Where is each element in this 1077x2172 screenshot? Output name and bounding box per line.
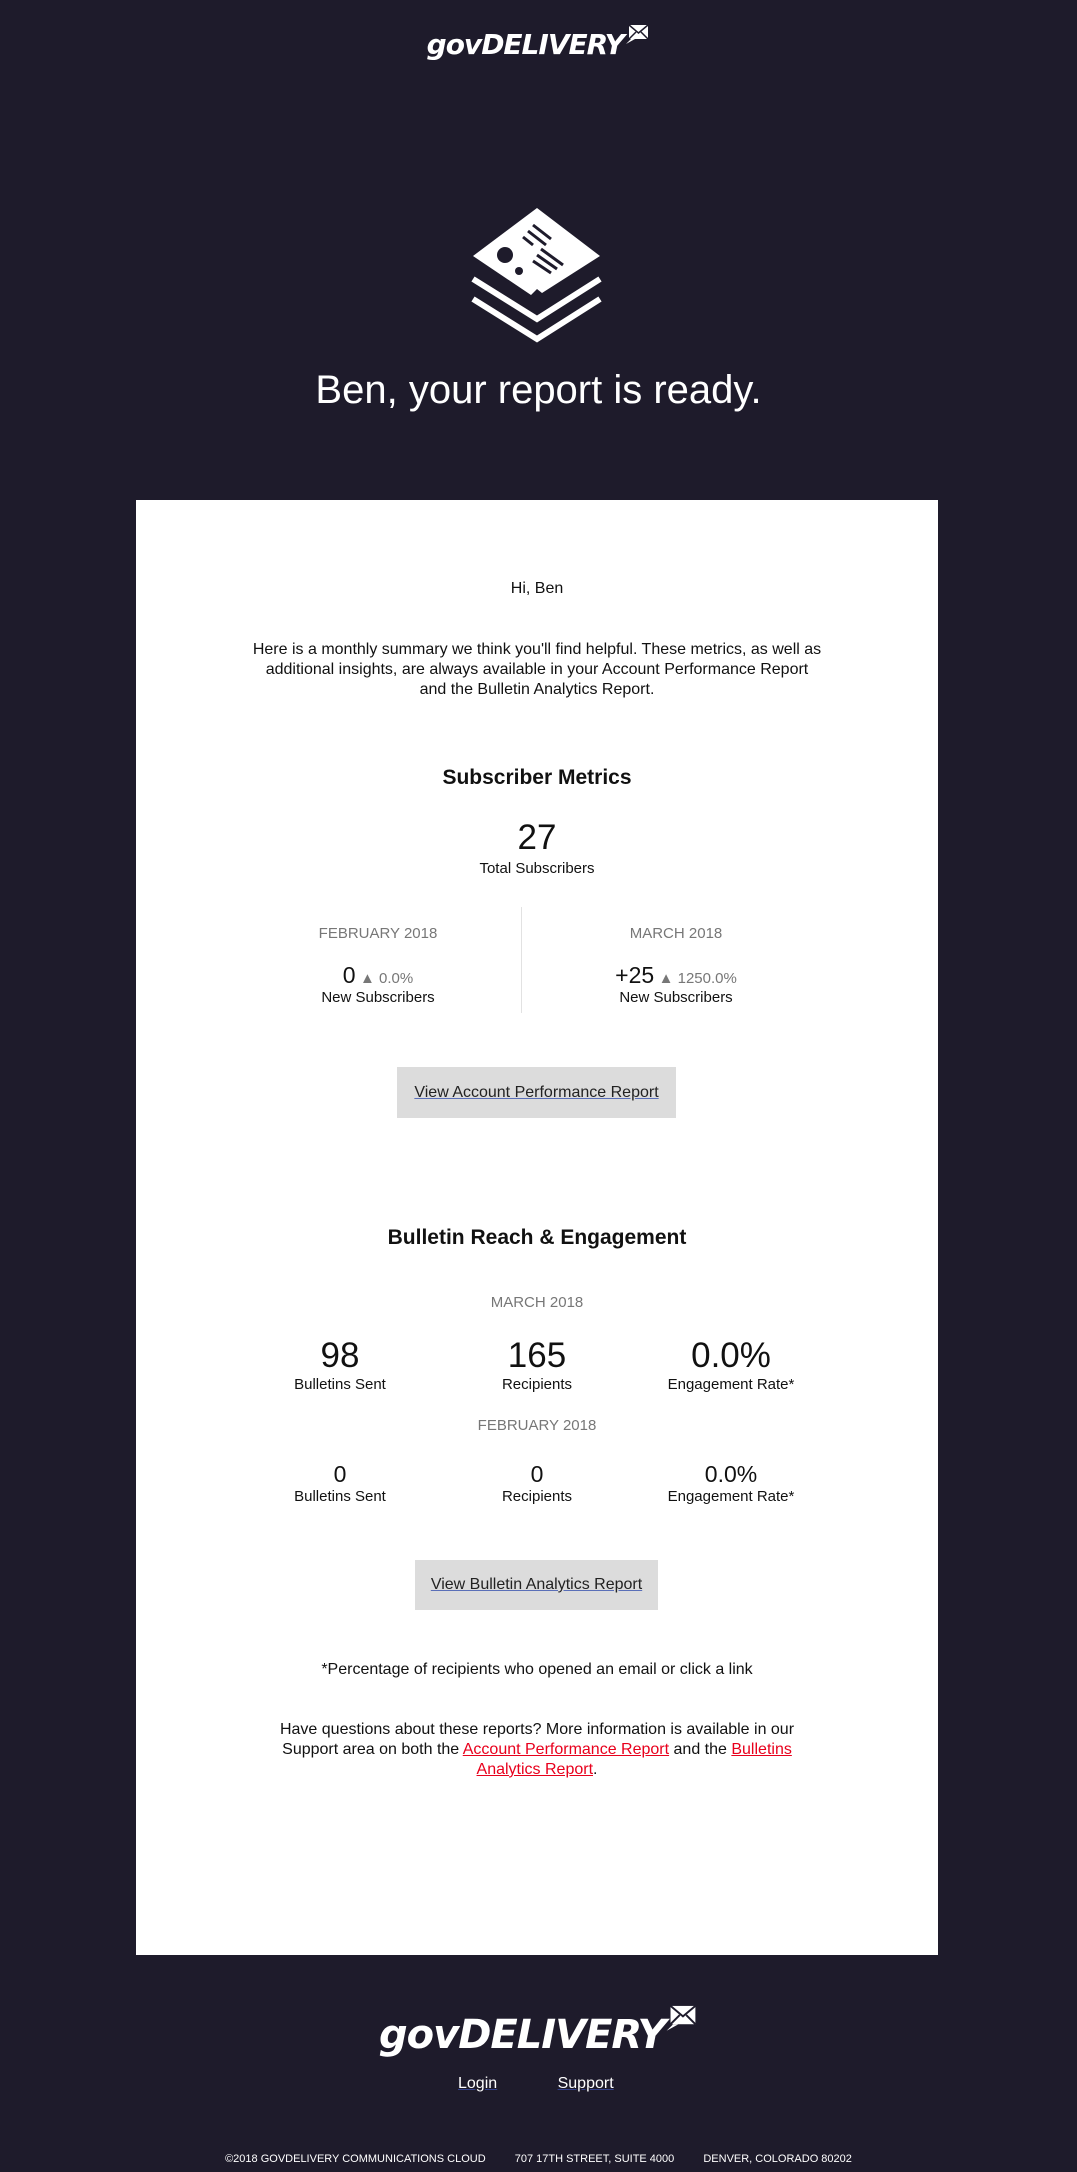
footer-logo xyxy=(0,2012,1077,2058)
change-percent: ▲ 1250.0% xyxy=(658,970,737,987)
new-subscribers-value: 0 xyxy=(342,962,356,988)
stat-label: Engagement Rate* xyxy=(667,1488,795,1505)
february-subscribers xyxy=(268,925,488,1006)
questions-mid: and the xyxy=(669,1741,732,1758)
report-card xyxy=(136,500,938,1955)
view-bulletin-analytics-button[interactable]: View Bulletin Analytics Report xyxy=(415,1560,658,1610)
stat-label: Bulletins Sent xyxy=(294,1488,386,1505)
account-performance-link[interactable]: Account Performance Report xyxy=(462,1741,670,1758)
footnote: *Percentage of recipients who opened an email or click a link xyxy=(321,1661,753,1678)
logo-text: govDELIVERY xyxy=(379,2012,666,2058)
total-subscribers-value: 27 xyxy=(517,818,557,857)
logo-text: govDELIVERY xyxy=(426,28,624,61)
month-label: MARCH 2018 xyxy=(629,925,723,942)
change-percent: ▲ 0.0% xyxy=(360,970,414,987)
stat-label: Bulletins Sent xyxy=(294,1376,386,1393)
footer-links xyxy=(458,2075,614,2093)
envelope-icon xyxy=(624,24,650,46)
stat-value: 98 xyxy=(320,1336,360,1375)
total-subscribers-label: Total Subscribers xyxy=(479,860,595,877)
new-subscribers-value: +25 xyxy=(615,962,655,988)
stat-bulletins-sent xyxy=(230,1336,450,1393)
bulletin-month-march: MARCH 2018 xyxy=(490,1294,584,1311)
bulletin-heading: Bulletin Reach & Engagement xyxy=(387,1226,687,1249)
city-address: DENVER, COLORADO 80202 xyxy=(703,2153,852,2165)
subscriber-metrics-heading: Subscriber Metrics xyxy=(442,766,632,789)
header-logo xyxy=(0,28,1077,61)
stat-recipients xyxy=(427,1461,647,1505)
stat-recipients xyxy=(427,1336,647,1393)
stat-value: 0 xyxy=(530,1461,544,1487)
month-label: FEBRUARY 2018 xyxy=(318,925,438,942)
view-account-performance-button[interactable]: View Account Performance Report xyxy=(397,1067,676,1118)
stat-value: 0.0% xyxy=(704,1461,758,1487)
stat-engagement-rate xyxy=(621,1336,841,1393)
stat-engagement-rate xyxy=(621,1461,841,1505)
page-title: Ben, your report is ready. xyxy=(315,368,762,412)
footer-address xyxy=(0,2153,1077,2165)
questions-post: . xyxy=(593,1761,598,1778)
stat-bulletins-sent xyxy=(230,1461,450,1505)
intro-summary: Here is a monthly summary we think you'll find helpful. These metrics, as well as additional insights, are always available in your Account Performance Report and the Bulletin Analytics Report. xyxy=(252,641,822,698)
stat-label: Recipients xyxy=(501,1488,573,1505)
march-subscribers xyxy=(566,925,786,1006)
envelope-icon xyxy=(664,2004,698,2034)
new-subscribers-label: New Subscribers xyxy=(619,989,733,1006)
bulletins-analytics-link[interactable]: Bulletins Analytics Report xyxy=(476,1741,792,1778)
stat-label: Recipients xyxy=(501,1376,573,1393)
questions-pre: Have questions about these reports? More information is available in our Support area on both the xyxy=(279,1721,795,1758)
stat-label: Engagement Rate* xyxy=(667,1376,795,1393)
copyright: ©2018 GOVDELIVERY COMMUNICATIONS CLOUD xyxy=(225,2153,486,2165)
stat-value: 0.0% xyxy=(691,1336,771,1375)
column-divider xyxy=(521,907,522,1013)
login-link[interactable]: Login xyxy=(458,2075,498,2092)
stat-value: 0 xyxy=(333,1461,347,1487)
greeting: Hi, Ben xyxy=(510,580,564,597)
street-address: 707 17TH STREET, SUITE 4000 xyxy=(514,2153,675,2165)
report-stack-icon xyxy=(467,205,607,345)
questions-text xyxy=(251,1720,823,1780)
bulletin-month-february: FEBRUARY 2018 xyxy=(477,1417,597,1434)
support-link[interactable]: Support xyxy=(557,2075,614,2092)
stat-value: 165 xyxy=(507,1336,567,1375)
new-subscribers-label: New Subscribers xyxy=(321,989,435,1006)
